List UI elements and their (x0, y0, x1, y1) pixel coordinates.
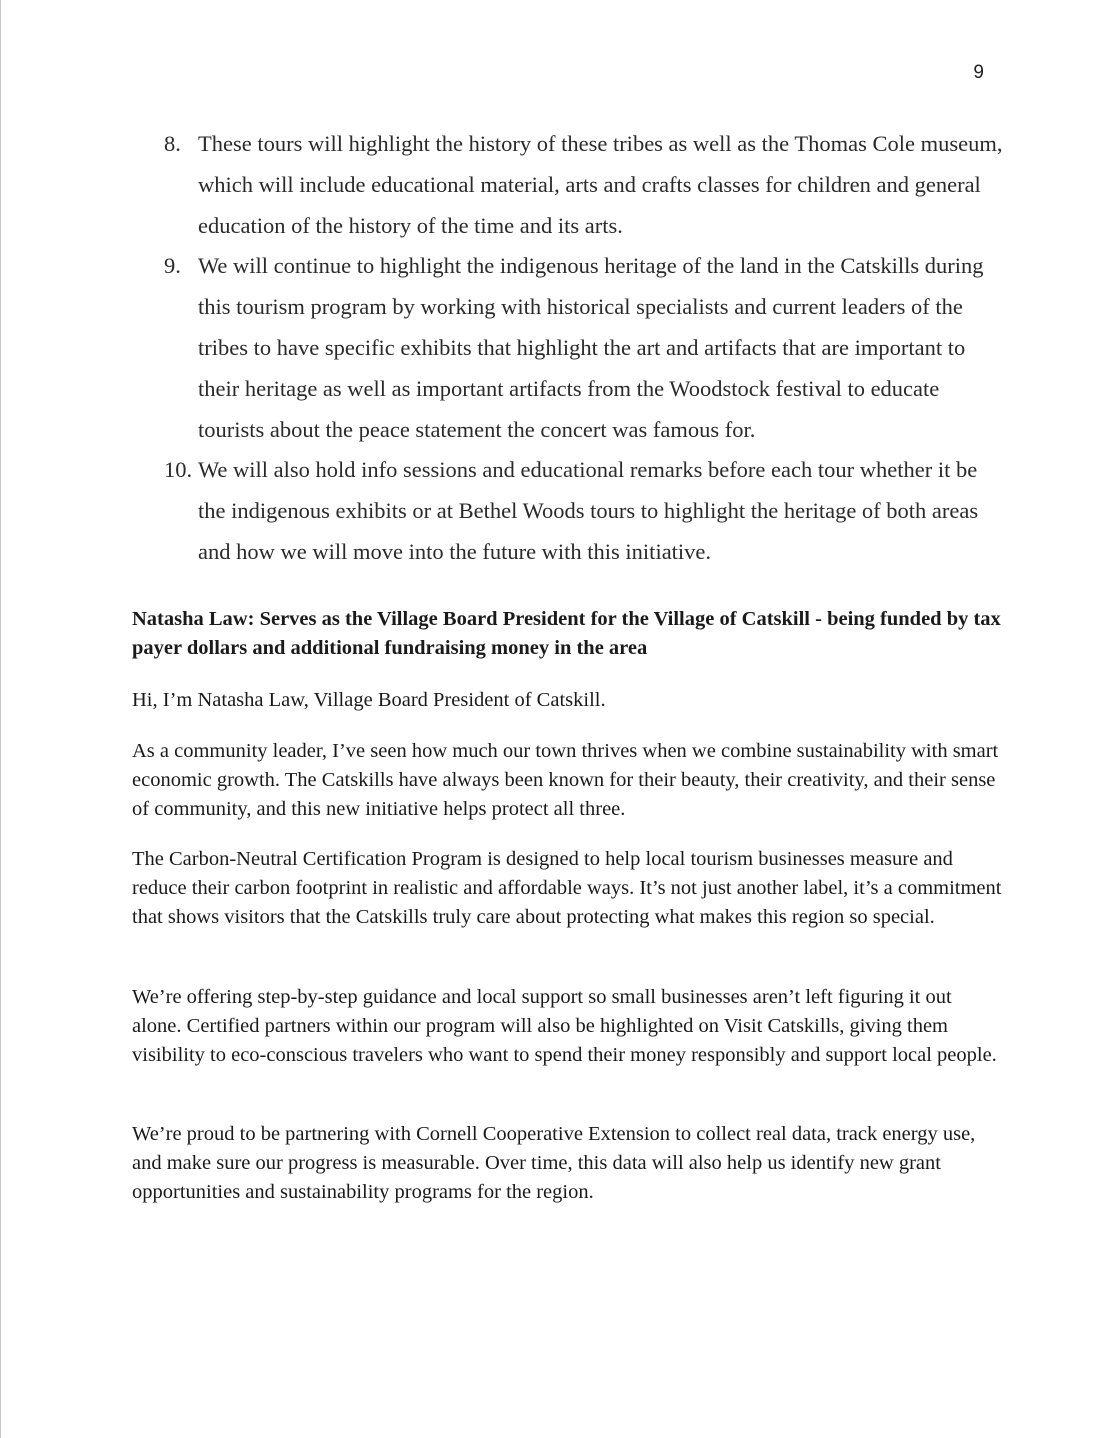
paragraph-program: The Carbon-Neutral Certification Program is designed to help local tourism businesses measure and reduce their carbon footprint in realistic and affordable ways. It’s not just another label, it’s a commitment that shows visitors that the Catskills truly care about protecting what makes this region so special. (132, 848, 1002, 928)
section-heading: Natasha Law: Serves as the Village Board President for the Village of Catskill - being funded by tax payer dollars and additional fundraising money in the area (132, 608, 1001, 659)
list-item-number: 10. (164, 457, 193, 483)
list-item (164, 124, 1004, 246)
paragraph-greeting: Hi, I’m Natasha Law, Village Board President of Catskill. (132, 689, 606, 711)
list-item-text: We will also hold info sessions and educational remarks before each tour whether it be the indigenous exhibits or at Bethel Woods tours to highlight the heritage of both areas and how we will move into the future with this initiative. (198, 457, 979, 564)
list-item-text: We will continue to highlight the indigenous heritage of the land in the Catskills during this tourism program by working with historical specialists and current leaders of the tribes to have specific exhibits that highlight the art and artifacts that are important to their heritage as well as important artifacts from the Woodstock festival to educate tourists about the peace statement the concert was famous for. (198, 253, 984, 442)
list-item-text: These tours will highlight the history of these tribes as well as the Thomas Cole museum, which will include educational material, arts and crafts classes for children and general education of the history of the time and its arts. (198, 131, 1003, 238)
list-item (164, 450, 1004, 572)
numbered-list (164, 124, 1004, 573)
paragraph-support: We’re offering step-by-step guidance and local support so small businesses aren’t left figuring it out alone. Certified partners within our program will also be highlighted on Visit Catskills, giving them visibility to eco-conscious travelers who want to spend their money responsibly and support local people. (132, 986, 997, 1066)
paragraph-community: As a community leader, I’ve seen how much our town thrives when we combine sustainability with smart economic growth. The Catskills have always been known for their beauty, their creativity, and their sense of community, and this new initiative helps protect all three. (132, 740, 999, 820)
list-item-number: 9. (164, 253, 181, 279)
page-number: 9 (973, 62, 984, 83)
list-item (164, 246, 1004, 450)
paragraph-partnership: We’re proud to be partnering with Cornell Cooperative Extension to collect real data, track energy use, and make sure our progress is measurable. Over time, this data will also help us identify new grant opportunities and sustainability programs for the region. (132, 1123, 976, 1203)
list-item-number: 8. (164, 131, 181, 156)
